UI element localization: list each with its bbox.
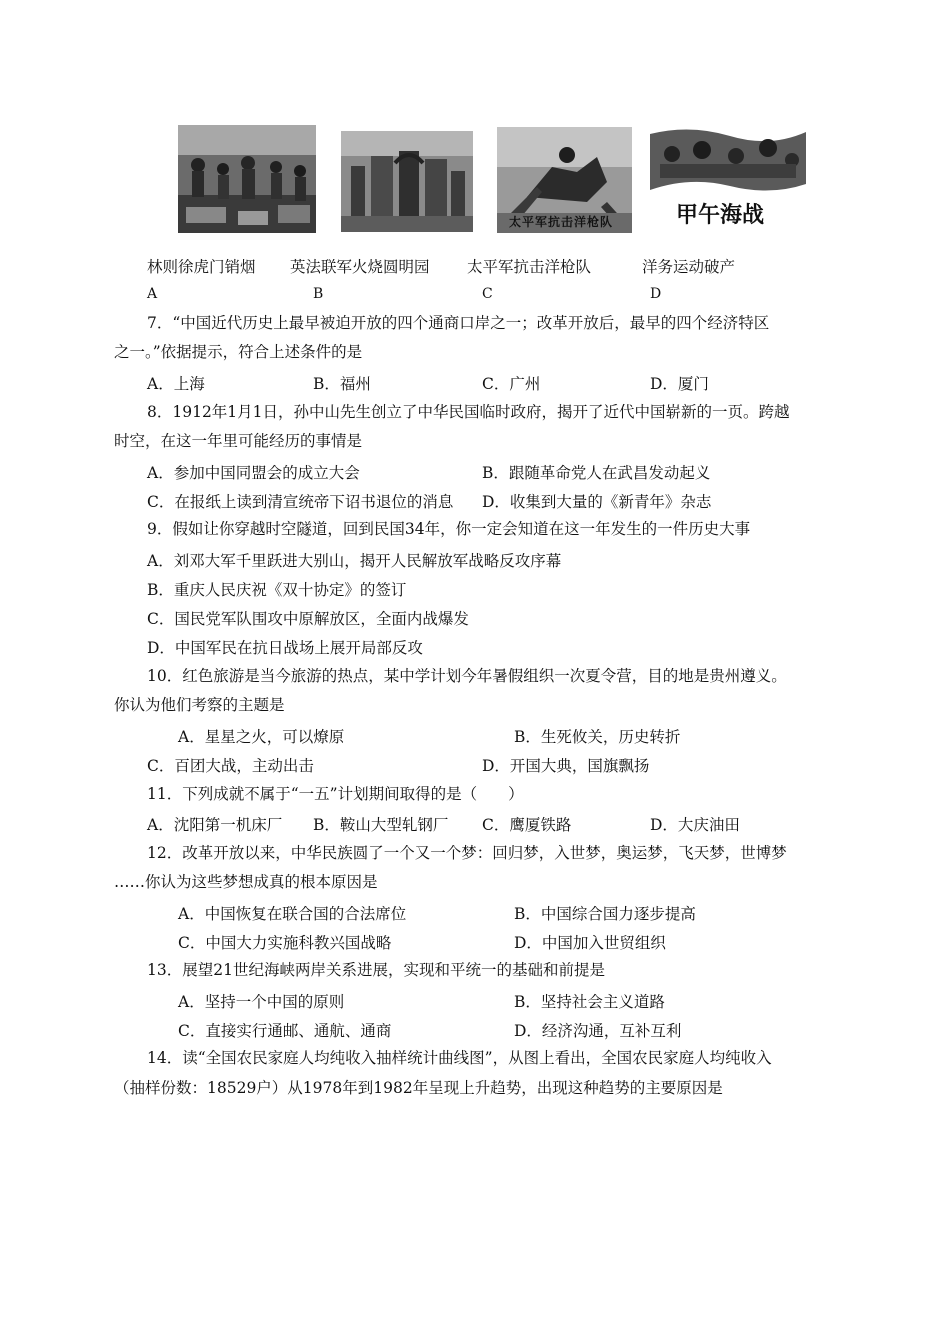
question-13-text: 13．展望21世纪海峡两岸关系进展，实现和平统一的基础和前提是: [147, 961, 605, 979]
question-12-option-d: D．中国加入世贸组织: [514, 934, 666, 952]
image-caption: 太平军抗击洋枪队: [467, 258, 592, 276]
engraving-crowd-icon: [178, 125, 316, 233]
question-9-text: 9．假如让你穿越时空隧道，回到民国34年，你一定会知道在这一年发生的一件历史大事: [147, 520, 751, 538]
question-9-option-a: A．刘邓大军千里跃进大别山，揭开人民解放军战略反攻序幕: [147, 552, 562, 570]
image-lin-zexu-opium: [178, 125, 316, 233]
question-10-option-c: C．百团大战，主动出击: [147, 757, 314, 775]
question-13-option-b: B．坚持社会主义道路: [514, 993, 665, 1011]
question-8-option-b: B．跟随革命党人在武昌发动起义: [482, 464, 711, 482]
question-10-option-d: D．开国大典，国旗飘扬: [482, 757, 650, 775]
question-11-option-b: B．鞍山大型轧钢厂: [313, 816, 449, 834]
question-7-text-cont: 之一。”依据提示，符合上述条件的是: [114, 343, 363, 361]
question-10-option-a: A．星星之火，可以燎原: [178, 728, 345, 746]
question-7-option-c: C．广州: [482, 375, 541, 393]
image-taiping-army: [497, 127, 632, 233]
question-9-option-c: C．国民党军队围攻中原解放区，全面内战爆发: [147, 610, 469, 628]
image-caption: 洋务运动破产: [642, 258, 736, 276]
question-10-option-b: B．生死攸关，历史转折: [514, 728, 681, 746]
image-old-summer-palace: [341, 131, 473, 232]
question-7-option-d: D．厦门: [650, 375, 709, 393]
ruins-icon: [341, 131, 473, 232]
question-8-option-d: D．收集到大量的《新青年》杂志: [482, 493, 712, 511]
question-12-option-a: A．中国恢复在联合国的合法席位: [178, 905, 407, 923]
question-11-option-d: D．大庆油田: [650, 816, 740, 834]
question-12-option-c: C．中国大力实施科教兴国战略: [178, 934, 392, 952]
question-13-option-c: C．直接实行通邮、通航、通商: [178, 1022, 392, 1040]
question-10-text-cont: 你认为他们考察的主题是: [114, 696, 285, 714]
image-letter: D: [650, 286, 662, 302]
question-8-text: 8．1912年1月1日，孙中山先生创立了中华民国临时政府，揭开了近代中国崭新的一页。跨越: [147, 403, 790, 421]
question-11-option-c: C．鹰厦铁路: [482, 816, 572, 834]
question-12-option-b: B．中国综合国力逐步提高: [514, 905, 696, 923]
image-caption: 英法联军火烧圆明园: [290, 258, 430, 276]
image-sino-japanese-war: [650, 124, 806, 232]
image-letter: C: [482, 286, 493, 302]
question-14-text-cont: （抽样份数：18529户）从1978年到1982年呈现上升趋势，出现这种趋势的主要原因是: [114, 1079, 723, 1097]
question-11-option-a: A．沈阳第一机床厂: [147, 816, 283, 834]
question-8-option-a: A．参加中国同盟会的成立大会: [147, 464, 360, 482]
question-12-text: 12．改革开放以来，中华民族圆了一个又一个梦：回归梦，入世梦，奥运梦，飞天梦，世博梦: [147, 844, 787, 862]
question-9-option-d: D．中国军民在抗日战场上展开局部反攻: [147, 639, 423, 657]
question-13-option-d: D．经济沟通，互补互利: [514, 1022, 682, 1040]
question-8-option-c: C．在报纸上读到清宣统帝下诏书退位的消息: [147, 493, 454, 511]
question-10-text: 10．红色旅游是当今旅游的热点，某中学计划今年暑假组织一次夏令营，目的地是贵州遵义。: [147, 667, 787, 685]
question-7-option-a: A．上海: [147, 375, 205, 393]
question-8-text-cont: 时空，在这一年里可能经历的事情是: [114, 432, 363, 450]
image-inline-label: 太平军抗击洋枪队: [509, 215, 614, 229]
image-letter: B: [313, 286, 324, 302]
image-letter: A: [147, 286, 158, 302]
image-caption: 林则徐虎门销烟: [147, 258, 256, 276]
question-11-text: 11．下列成就不属于“一五”计划期间取得的是（ ）: [147, 785, 524, 803]
question-7-option-b: B．福州: [313, 375, 371, 393]
image-inline-label: 甲午海战: [676, 202, 765, 228]
question-7-text: 7．“中国近代历史上最早被迫开放的四个通商口岸之一；改革开放后，最早的四个经济特区: [147, 314, 770, 332]
question-9-option-b: B．重庆人民庆祝《双十协定》的签订: [147, 581, 407, 599]
question-12-text-cont: ……你认为这些梦想成真的根本原因是: [114, 873, 378, 891]
question-14-text: 14．读“全国农民家庭人均纯收入抽样统计曲线图”，从图上看出，全国农民家庭人均纯收入: [147, 1049, 772, 1067]
question-13-option-a: A．坚持一个中国的原则: [178, 993, 345, 1011]
